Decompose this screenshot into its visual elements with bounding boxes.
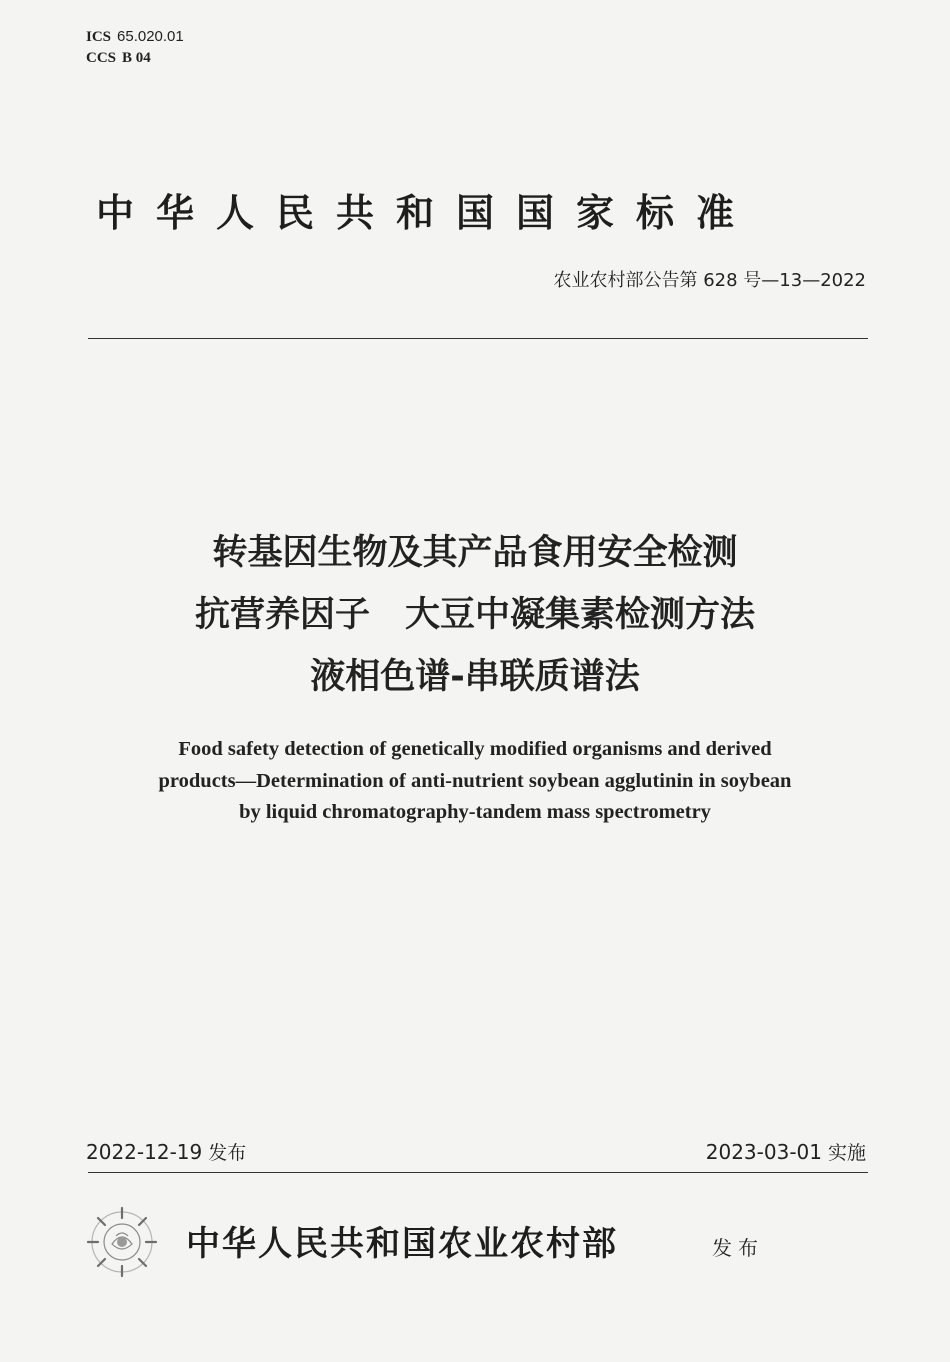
- chinese-title: [0, 522, 950, 708]
- english-title-line-1: Food safety detection of genetically modified organisms and derived: [178, 738, 772, 760]
- issue-word: 发布: [712, 1236, 764, 1260]
- ics-value: 65.020.01: [117, 28, 184, 45]
- ccs-value: B 04: [122, 50, 151, 66]
- english-title: [0, 734, 950, 829]
- implementation-date: [706, 1138, 866, 1165]
- standard-type-heading: 中华人民共和国国家标准: [96, 191, 757, 235]
- publish-date-value: 2022-12-19: [86, 1140, 203, 1164]
- ministry-emblem-icon: [84, 1204, 160, 1280]
- chinese-title-line-1: 转基因生物及其产品食用安全检测: [212, 533, 738, 573]
- bottom-divider: [88, 1172, 868, 1173]
- chinese-title-line-2: 抗营养因子 大豆中凝集素检测方法: [194, 595, 755, 635]
- standard-number: 农业农村部公告第 628 号—13—2022: [553, 270, 866, 291]
- english-title-line-3: by liquid chromatography-tandem mass spectrometry: [239, 801, 711, 823]
- implementation-date-value: 2023-03-01: [705, 1140, 822, 1164]
- publish-date: [86, 1138, 246, 1165]
- issuing-authority: 中华人民共和国农业农村部: [186, 1224, 618, 1264]
- chinese-title-line-3: 液相色谱-串联质谱法: [310, 657, 640, 697]
- ics-code: [86, 26, 184, 48]
- publish-word: 发布: [208, 1142, 247, 1164]
- ccs-label: CCS: [86, 50, 117, 66]
- top-divider: [88, 338, 868, 339]
- implement-word: 实施: [827, 1142, 866, 1164]
- ics-label: ICS: [86, 29, 112, 45]
- classification-codes: [86, 26, 184, 69]
- english-title-line-2: products—Determination of anti-nutrient soybean agglutinin in soybean: [158, 769, 792, 792]
- ccs-code: [86, 48, 184, 69]
